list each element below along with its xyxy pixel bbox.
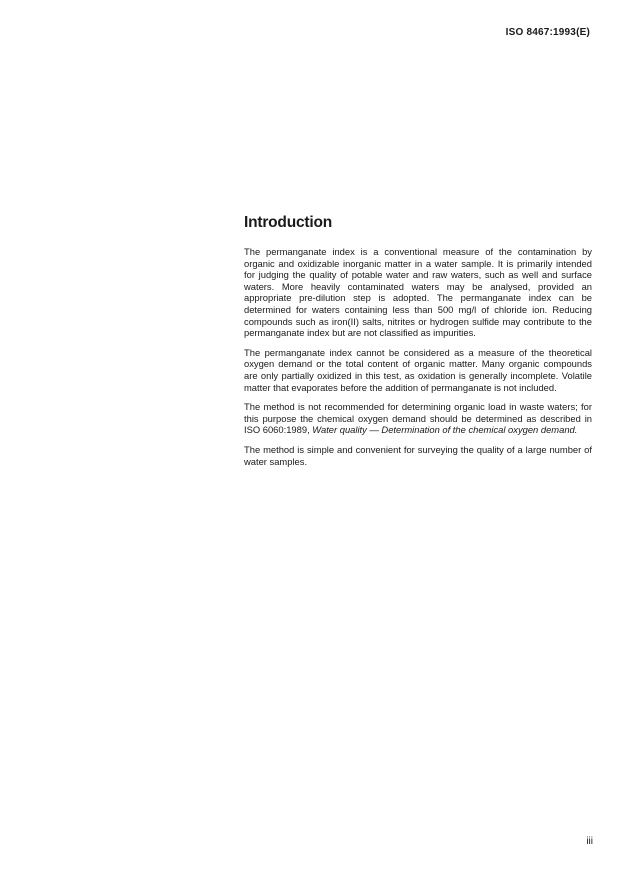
paragraph-waste-water-text: The method is not recommended for determining organic load in waste waters; for this purpose the chemical oxygen demand should be determined as described in ISO 6060:1989, (244, 401, 592, 436)
document-reference: ISO 8467:1993(E) (505, 27, 590, 38)
introduction-section (244, 214, 592, 475)
paragraph-definition: The permanganate index is a conventional measure of the contamination by organic and oxidizable inorganic matter in a water sample. It is primarily intended for judging the quality of potable water and raw waters, such as well and surface waters. More heavily contaminated waters may be analysed, provided an appropriate pre-dilution step is adopted. The permanganate index can be determined for waters containing less than 500 mg/l of chloride ion. Reducing compounds such as iron(II) salts, nitrites or hydrogen sulfide may contribute to the permanganate index but are not classified as impurities. (244, 246, 592, 339)
page-number: iii (586, 836, 593, 847)
citation-title: Water quality — Determination of the chemical oxygen demand. (312, 424, 578, 436)
section-title: Introduction (244, 214, 332, 231)
paragraph-usage: The method is simple and convenient for surveying the quality of a large number of water samples. (244, 443, 592, 467)
paragraph-limitations: The permanganate index cannot be considered as a measure of the theoretical oxygen demand or the total content of organic matter. Many organic compounds are only partially oxidized in this test, as oxidation is generally incomplete. Volatile matter that evaporates before the addition of permanganate is not included. (244, 346, 592, 393)
paragraph-waste-water (244, 401, 592, 436)
